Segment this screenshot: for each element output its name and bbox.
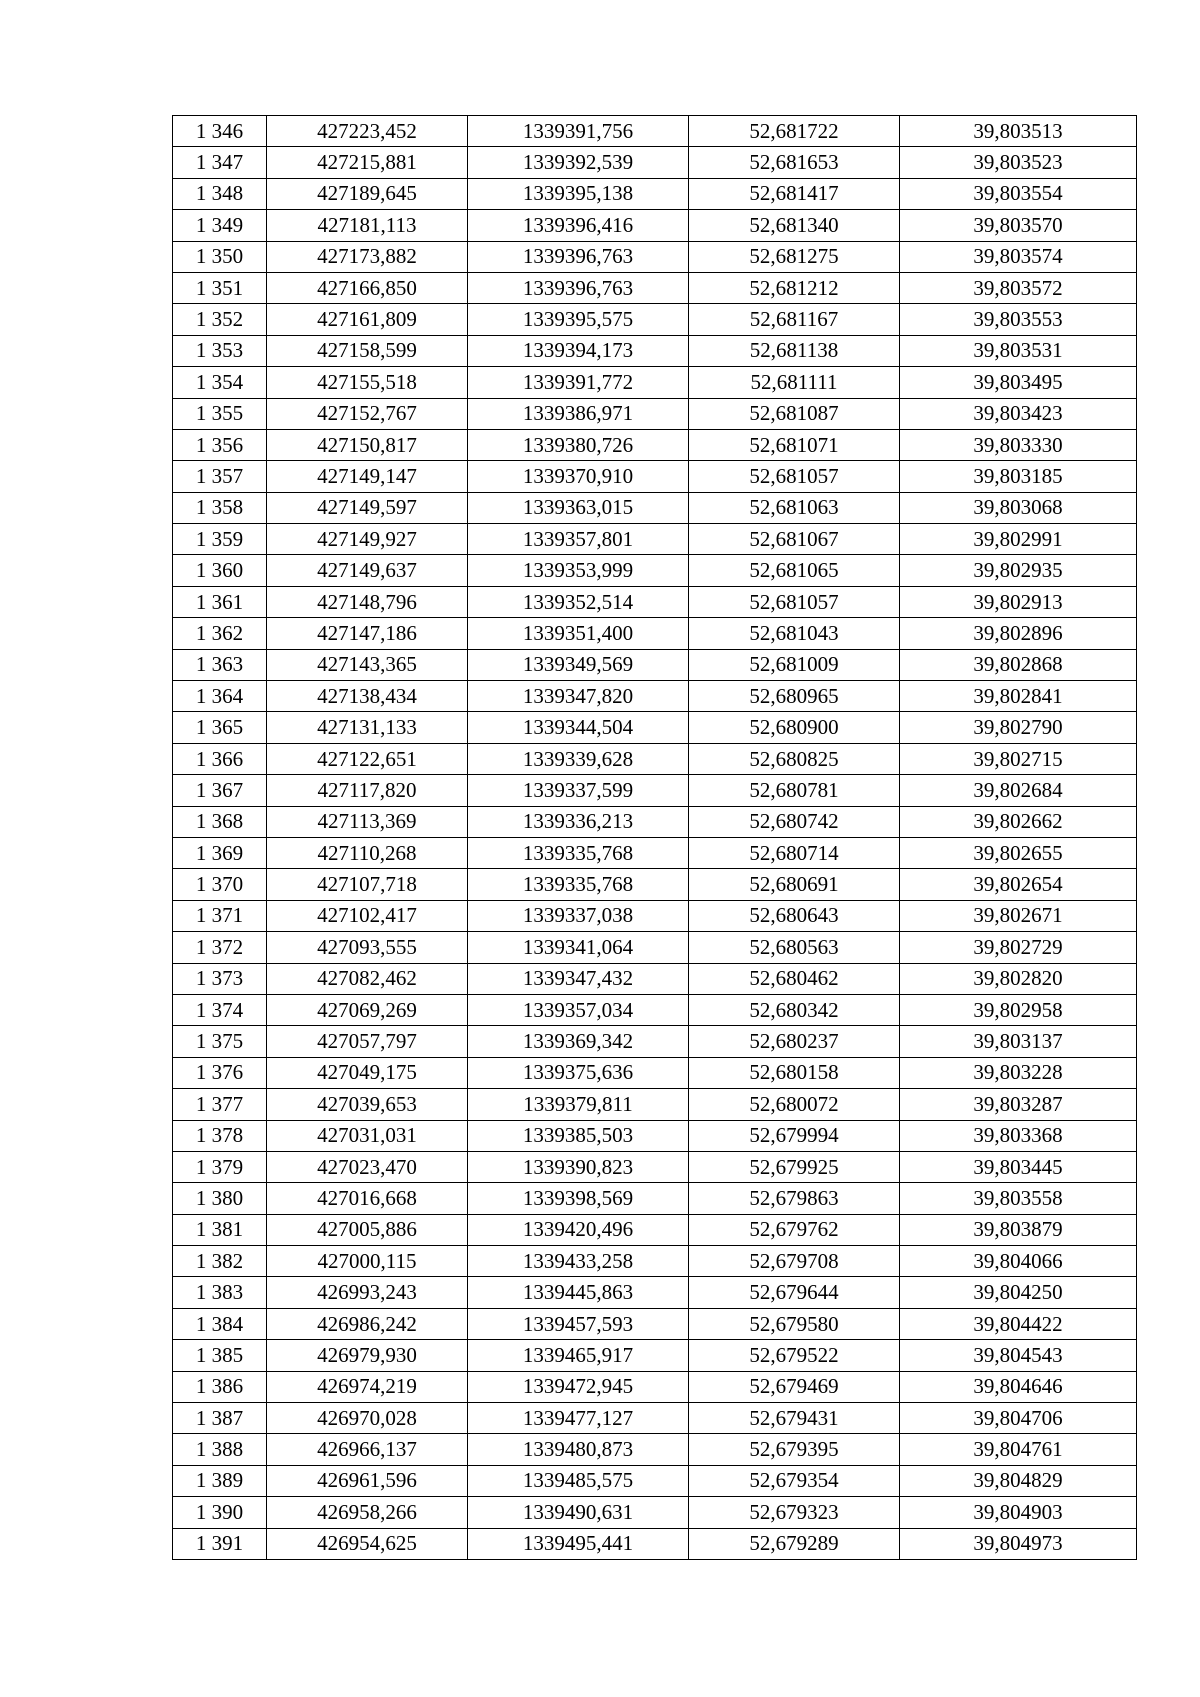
latitude-cell: 52,679644 [689,1277,900,1308]
table-row [173,367,1137,398]
longitude-cell: 39,803513 [900,116,1137,147]
table-row [173,1528,1137,1559]
x-coordinate-cell: 426979,930 [267,1340,468,1371]
point-number-cell: 1 357 [173,461,267,492]
latitude-cell: 52,679994 [689,1120,900,1151]
longitude-cell: 39,802935 [900,555,1137,586]
x-coordinate-cell: 426961,596 [267,1465,468,1496]
y-coordinate-cell: 1339379,811 [468,1089,689,1120]
latitude-cell: 52,679395 [689,1434,900,1465]
x-coordinate-cell: 427161,809 [267,304,468,335]
longitude-cell: 39,803574 [900,241,1137,272]
point-number-cell: 1 366 [173,743,267,774]
x-coordinate-cell: 427223,452 [267,116,468,147]
point-number-cell: 1 391 [173,1528,267,1559]
latitude-cell: 52,681065 [689,555,900,586]
x-coordinate-cell: 426993,243 [267,1277,468,1308]
point-number-cell: 1 351 [173,272,267,303]
x-coordinate-cell: 427147,186 [267,618,468,649]
point-number-cell: 1 363 [173,649,267,680]
x-coordinate-cell: 427031,031 [267,1120,468,1151]
latitude-cell: 52,679580 [689,1308,900,1339]
longitude-cell: 39,802715 [900,743,1137,774]
point-number-cell: 1 372 [173,932,267,963]
latitude-cell: 52,680691 [689,869,900,900]
x-coordinate-cell: 427113,369 [267,806,468,837]
y-coordinate-cell: 1339445,863 [468,1277,689,1308]
point-number-cell: 1 367 [173,775,267,806]
longitude-cell: 39,804250 [900,1277,1137,1308]
table-row [173,1465,1137,1496]
table-row [173,1183,1137,1214]
table-row [173,869,1137,900]
y-coordinate-cell: 1339351,400 [468,618,689,649]
table-row [173,618,1137,649]
y-coordinate-cell: 1339465,917 [468,1340,689,1371]
x-coordinate-cell: 427016,668 [267,1183,468,1214]
latitude-cell: 52,679469 [689,1371,900,1402]
y-coordinate-cell: 1339363,015 [468,492,689,523]
y-coordinate-cell: 1339337,599 [468,775,689,806]
table-row [173,649,1137,680]
table-row [173,178,1137,209]
longitude-cell: 39,803137 [900,1026,1137,1057]
longitude-cell: 39,802991 [900,524,1137,555]
longitude-cell: 39,804646 [900,1371,1137,1402]
longitude-cell: 39,803553 [900,304,1137,335]
y-coordinate-cell: 1339480,873 [468,1434,689,1465]
point-number-cell: 1 378 [173,1120,267,1151]
y-coordinate-cell: 1339347,432 [468,963,689,994]
table-row [173,1026,1137,1057]
point-number-cell: 1 376 [173,1057,267,1088]
table-row [173,555,1137,586]
y-coordinate-cell: 1339347,820 [468,681,689,712]
x-coordinate-cell: 427143,365 [267,649,468,680]
longitude-cell: 39,803445 [900,1151,1137,1182]
table-row [173,712,1137,743]
table-row [173,1403,1137,1434]
x-coordinate-cell: 427082,462 [267,963,468,994]
table-row [173,116,1137,147]
table-row [173,241,1137,272]
coordinates-table-body [173,116,1137,1560]
table-row [173,994,1137,1025]
point-number-cell: 1 385 [173,1340,267,1371]
y-coordinate-cell: 1339335,768 [468,869,689,900]
table-row [173,932,1137,963]
y-coordinate-cell: 1339472,945 [468,1371,689,1402]
x-coordinate-cell: 426958,266 [267,1497,468,1528]
latitude-cell: 52,680237 [689,1026,900,1057]
point-number-cell: 1 356 [173,429,267,460]
x-coordinate-cell: 427122,651 [267,743,468,774]
point-number-cell: 1 354 [173,367,267,398]
x-coordinate-cell: 426970,028 [267,1403,468,1434]
point-number-cell: 1 348 [173,178,267,209]
longitude-cell: 39,803531 [900,335,1137,366]
longitude-cell: 39,804422 [900,1308,1137,1339]
latitude-cell: 52,681043 [689,618,900,649]
point-number-cell: 1 364 [173,681,267,712]
longitude-cell: 39,802662 [900,806,1137,837]
y-coordinate-cell: 1339420,496 [468,1214,689,1245]
x-coordinate-cell: 427093,555 [267,932,468,963]
longitude-cell: 39,804973 [900,1528,1137,1559]
y-coordinate-cell: 1339457,593 [468,1308,689,1339]
longitude-cell: 39,803368 [900,1120,1137,1151]
y-coordinate-cell: 1339349,569 [468,649,689,680]
y-coordinate-cell: 1339495,441 [468,1528,689,1559]
y-coordinate-cell: 1339391,756 [468,116,689,147]
latitude-cell: 52,681212 [689,272,900,303]
table-row [173,1151,1137,1182]
longitude-cell: 39,803228 [900,1057,1137,1088]
x-coordinate-cell: 427138,434 [267,681,468,712]
x-coordinate-cell: 427110,268 [267,837,468,868]
point-number-cell: 1 359 [173,524,267,555]
x-coordinate-cell: 427117,820 [267,775,468,806]
y-coordinate-cell: 1339380,726 [468,429,689,460]
x-coordinate-cell: 427149,637 [267,555,468,586]
x-coordinate-cell: 427158,599 [267,335,468,366]
latitude-cell: 52,679863 [689,1183,900,1214]
longitude-cell: 39,802654 [900,869,1137,900]
point-number-cell: 1 362 [173,618,267,649]
latitude-cell: 52,680742 [689,806,900,837]
latitude-cell: 52,681722 [689,116,900,147]
latitude-cell: 52,681067 [689,524,900,555]
y-coordinate-cell: 1339477,127 [468,1403,689,1434]
latitude-cell: 52,681417 [689,178,900,209]
latitude-cell: 52,680158 [689,1057,900,1088]
latitude-cell: 52,680643 [689,900,900,931]
table-row [173,900,1137,931]
table-row [173,1497,1137,1528]
table-row [173,1246,1137,1277]
point-number-cell: 1 349 [173,210,267,241]
table-row [173,492,1137,523]
table-row [173,1434,1137,1465]
latitude-cell: 52,681653 [689,147,900,178]
latitude-cell: 52,679522 [689,1340,900,1371]
y-coordinate-cell: 1339370,910 [468,461,689,492]
latitude-cell: 52,681275 [689,241,900,272]
point-number-cell: 1 383 [173,1277,267,1308]
longitude-cell: 39,803423 [900,398,1137,429]
x-coordinate-cell: 427149,597 [267,492,468,523]
point-number-cell: 1 355 [173,398,267,429]
longitude-cell: 39,803068 [900,492,1137,523]
longitude-cell: 39,802913 [900,586,1137,617]
y-coordinate-cell: 1339337,038 [468,900,689,931]
x-coordinate-cell: 427215,881 [267,147,468,178]
x-coordinate-cell: 427166,850 [267,272,468,303]
y-coordinate-cell: 1339339,628 [468,743,689,774]
latitude-cell: 52,679925 [689,1151,900,1182]
x-coordinate-cell: 427107,718 [267,869,468,900]
point-number-cell: 1 375 [173,1026,267,1057]
y-coordinate-cell: 1339357,801 [468,524,689,555]
longitude-cell: 39,804543 [900,1340,1137,1371]
y-coordinate-cell: 1339375,636 [468,1057,689,1088]
y-coordinate-cell: 1339490,631 [468,1497,689,1528]
table-row [173,1120,1137,1151]
latitude-cell: 52,680825 [689,743,900,774]
point-number-cell: 1 370 [173,869,267,900]
latitude-cell: 52,681340 [689,210,900,241]
y-coordinate-cell: 1339395,138 [468,178,689,209]
longitude-cell: 39,802729 [900,932,1137,963]
x-coordinate-cell: 427131,133 [267,712,468,743]
x-coordinate-cell: 427057,797 [267,1026,468,1057]
x-coordinate-cell: 427181,113 [267,210,468,241]
y-coordinate-cell: 1339386,971 [468,398,689,429]
longitude-cell: 39,804903 [900,1497,1137,1528]
table-row [173,461,1137,492]
longitude-cell: 39,802868 [900,649,1137,680]
point-number-cell: 1 389 [173,1465,267,1496]
longitude-cell: 39,804761 [900,1434,1137,1465]
latitude-cell: 52,680900 [689,712,900,743]
point-number-cell: 1 371 [173,900,267,931]
table-row [173,398,1137,429]
table-row [173,681,1137,712]
y-coordinate-cell: 1339396,763 [468,272,689,303]
point-number-cell: 1 377 [173,1089,267,1120]
latitude-cell: 52,681063 [689,492,900,523]
longitude-cell: 39,804706 [900,1403,1137,1434]
table-row [173,775,1137,806]
latitude-cell: 52,681138 [689,335,900,366]
table-row [173,1371,1137,1402]
latitude-cell: 52,679431 [689,1403,900,1434]
y-coordinate-cell: 1339395,575 [468,304,689,335]
y-coordinate-cell: 1339335,768 [468,837,689,868]
table-row [173,1214,1137,1245]
point-number-cell: 1 369 [173,837,267,868]
x-coordinate-cell: 427189,645 [267,178,468,209]
longitude-cell: 39,802841 [900,681,1137,712]
latitude-cell: 52,680965 [689,681,900,712]
longitude-cell: 39,802820 [900,963,1137,994]
y-coordinate-cell: 1339394,173 [468,335,689,366]
x-coordinate-cell: 427173,882 [267,241,468,272]
longitude-cell: 39,803558 [900,1183,1137,1214]
latitude-cell: 52,681009 [689,649,900,680]
table-row [173,963,1137,994]
x-coordinate-cell: 426966,137 [267,1434,468,1465]
longitude-cell: 39,804066 [900,1246,1137,1277]
latitude-cell: 52,680462 [689,963,900,994]
table-row [173,429,1137,460]
x-coordinate-cell: 427069,269 [267,994,468,1025]
table-row [173,1340,1137,1371]
point-number-cell: 1 384 [173,1308,267,1339]
table-row [173,210,1137,241]
longitude-cell: 39,803879 [900,1214,1137,1245]
point-number-cell: 1 353 [173,335,267,366]
table-row [173,837,1137,868]
x-coordinate-cell: 427039,653 [267,1089,468,1120]
table-row [173,335,1137,366]
coordinates-table [172,115,1137,1560]
longitude-cell: 39,803287 [900,1089,1137,1120]
x-coordinate-cell: 427000,115 [267,1246,468,1277]
longitude-cell: 39,803330 [900,429,1137,460]
longitude-cell: 39,802671 [900,900,1137,931]
y-coordinate-cell: 1339391,772 [468,367,689,398]
latitude-cell: 52,680342 [689,994,900,1025]
latitude-cell: 52,681087 [689,398,900,429]
latitude-cell: 52,681111 [689,367,900,398]
point-number-cell: 1 381 [173,1214,267,1245]
latitude-cell: 52,680072 [689,1089,900,1120]
point-number-cell: 1 352 [173,304,267,335]
latitude-cell: 52,679354 [689,1465,900,1496]
longitude-cell: 39,803523 [900,147,1137,178]
point-number-cell: 1 360 [173,555,267,586]
longitude-cell: 39,802684 [900,775,1137,806]
latitude-cell: 52,679289 [689,1528,900,1559]
table-row [173,1089,1137,1120]
x-coordinate-cell: 427152,767 [267,398,468,429]
y-coordinate-cell: 1339385,503 [468,1120,689,1151]
table-row [173,304,1137,335]
x-coordinate-cell: 427150,817 [267,429,468,460]
latitude-cell: 52,681167 [689,304,900,335]
x-coordinate-cell: 427149,147 [267,461,468,492]
point-number-cell: 1 382 [173,1246,267,1277]
x-coordinate-cell: 427102,417 [267,900,468,931]
y-coordinate-cell: 1339369,342 [468,1026,689,1057]
x-coordinate-cell: 426986,242 [267,1308,468,1339]
point-number-cell: 1 346 [173,116,267,147]
y-coordinate-cell: 1339396,763 [468,241,689,272]
point-number-cell: 1 387 [173,1403,267,1434]
longitude-cell: 39,803185 [900,461,1137,492]
table-row [173,272,1137,303]
y-coordinate-cell: 1339392,539 [468,147,689,178]
latitude-cell: 52,680714 [689,837,900,868]
latitude-cell: 52,681057 [689,461,900,492]
point-number-cell: 1 350 [173,241,267,272]
longitude-cell: 39,802655 [900,837,1137,868]
table-row [173,1057,1137,1088]
y-coordinate-cell: 1339396,416 [468,210,689,241]
point-number-cell: 1 388 [173,1434,267,1465]
x-coordinate-cell: 426954,625 [267,1528,468,1559]
longitude-cell: 39,804829 [900,1465,1137,1496]
point-number-cell: 1 379 [173,1151,267,1182]
longitude-cell: 39,803495 [900,367,1137,398]
table-row [173,743,1137,774]
x-coordinate-cell: 427005,886 [267,1214,468,1245]
latitude-cell: 52,680781 [689,775,900,806]
latitude-cell: 52,681057 [689,586,900,617]
longitude-cell: 39,803554 [900,178,1137,209]
point-number-cell: 1 374 [173,994,267,1025]
y-coordinate-cell: 1339433,258 [468,1246,689,1277]
y-coordinate-cell: 1339485,575 [468,1465,689,1496]
point-number-cell: 1 373 [173,963,267,994]
point-number-cell: 1 361 [173,586,267,617]
longitude-cell: 39,803572 [900,272,1137,303]
x-coordinate-cell: 426974,219 [267,1371,468,1402]
latitude-cell: 52,681071 [689,429,900,460]
longitude-cell: 39,802958 [900,994,1137,1025]
y-coordinate-cell: 1339398,569 [468,1183,689,1214]
point-number-cell: 1 347 [173,147,267,178]
y-coordinate-cell: 1339353,999 [468,555,689,586]
latitude-cell: 52,680563 [689,932,900,963]
latitude-cell: 52,679323 [689,1497,900,1528]
x-coordinate-cell: 427148,796 [267,586,468,617]
point-number-cell: 1 358 [173,492,267,523]
longitude-cell: 39,802790 [900,712,1137,743]
x-coordinate-cell: 427023,470 [267,1151,468,1182]
y-coordinate-cell: 1339344,504 [468,712,689,743]
point-number-cell: 1 380 [173,1183,267,1214]
latitude-cell: 52,679762 [689,1214,900,1245]
y-coordinate-cell: 1339336,213 [468,806,689,837]
x-coordinate-cell: 427155,518 [267,367,468,398]
table-row [173,524,1137,555]
table-row [173,1277,1137,1308]
table-row [173,806,1137,837]
y-coordinate-cell: 1339357,034 [468,994,689,1025]
y-coordinate-cell: 1339352,514 [468,586,689,617]
point-number-cell: 1 390 [173,1497,267,1528]
point-number-cell: 1 368 [173,806,267,837]
table-row [173,586,1137,617]
table-row [173,1308,1137,1339]
y-coordinate-cell: 1339341,064 [468,932,689,963]
longitude-cell: 39,803570 [900,210,1137,241]
latitude-cell: 52,679708 [689,1246,900,1277]
x-coordinate-cell: 427049,175 [267,1057,468,1088]
longitude-cell: 39,802896 [900,618,1137,649]
y-coordinate-cell: 1339390,823 [468,1151,689,1182]
point-number-cell: 1 386 [173,1371,267,1402]
table-row [173,147,1137,178]
x-coordinate-cell: 427149,927 [267,524,468,555]
point-number-cell: 1 365 [173,712,267,743]
